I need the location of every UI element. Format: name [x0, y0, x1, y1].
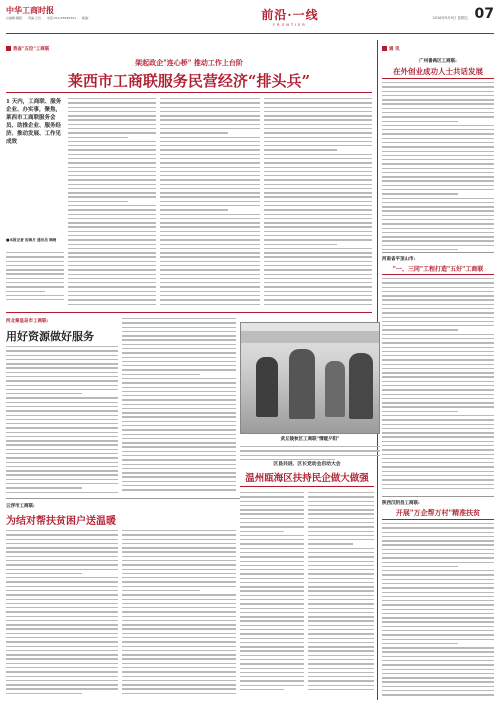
story-kicker: 河南省平顶山市: — [382, 257, 416, 262]
page-number: 07 — [474, 6, 494, 22]
section-tag — [382, 44, 400, 53]
headline-rule — [240, 486, 374, 487]
section-tag-label: 我省"五位"工商联 — [13, 46, 50, 52]
tag-marker-icon — [6, 46, 11, 51]
meta-postcode: 邮编: — [82, 16, 90, 20]
meta-phone: 电话:010-65930321 — [46, 16, 77, 20]
story-kicker: 陕西汉阴县工商联: — [382, 501, 420, 506]
paper-name: 中华工商时报 — [6, 6, 54, 15]
text-column — [6, 530, 118, 700]
headline-rule — [6, 92, 372, 93]
story-headline: 用好资源做好服务 — [6, 330, 94, 343]
story-headline: 温州瓯海区扶持民企做大做强 — [245, 473, 369, 484]
section-rule — [382, 496, 494, 497]
story-kicker: 架起政企"连心桥" 推动工作上台阶 — [135, 58, 243, 67]
photo-caption: 武丘陵秋区工商联"情暖夕阳" — [280, 437, 340, 442]
text-column — [6, 252, 64, 306]
meta-editor: 总编辑:魏昭 — [6, 16, 23, 20]
story-kicker: 区县共进、区长党动会启动大会 — [273, 461, 341, 467]
story-byline: ■本报记者 倪海月 通讯员 韩晓 — [6, 238, 57, 242]
story-headline: 开展"万企帮万村"精准扶贫 — [395, 508, 481, 517]
masthead-meta — [6, 16, 94, 20]
section-name: 前沿·一线 — [261, 8, 319, 22]
text-column — [68, 98, 156, 308]
story-headline: 在外创业成功人士共话发展 — [393, 67, 483, 76]
section-tag — [6, 44, 49, 53]
text-column — [6, 346, 118, 494]
text-column — [122, 318, 236, 494]
text-column — [264, 98, 372, 308]
story-kicker: 云浮市工商联: — [6, 504, 35, 509]
story-headline: 莱西市工商联服务民营经济“排头兵” — [67, 72, 311, 90]
headline-rule — [382, 274, 494, 275]
headline-rule — [382, 519, 494, 520]
story-lead: 1 天内，工商联、服务企业、办实事，聚焦，莱西市工商联服务会员、助推企业、服务经济、推动发展、工作见成效 — [6, 99, 62, 145]
section-subtitle: FRONTIER — [273, 23, 307, 27]
text-column — [382, 82, 494, 250]
story-kicker: 河北秦皇岛市工商联: — [6, 319, 49, 324]
text-column — [240, 492, 304, 700]
text-column — [122, 530, 236, 700]
text-column — [382, 278, 494, 494]
text-column — [382, 523, 494, 701]
headline-rule — [382, 78, 494, 79]
issue-date: 2016年9月9日 星期五 — [432, 16, 468, 20]
tag-marker-icon — [382, 46, 387, 51]
section-tag-label: 通 讯 — [389, 46, 400, 52]
meta-section-editor: 责编:王四 — [27, 16, 41, 20]
story-kicker: 广州番禺区工商联: — [419, 59, 457, 64]
section-rule — [382, 252, 494, 253]
text-column — [160, 98, 260, 308]
story-headline: 为结对帮扶贫困户送温暖 — [6, 516, 116, 527]
story-headline: "一、三同"工程打造"五好"工商联 — [392, 266, 484, 273]
section-rule — [6, 312, 372, 313]
masthead — [6, 4, 494, 34]
news-photo — [240, 322, 380, 434]
section-banner — [246, 6, 334, 27]
section-rule — [6, 498, 240, 499]
text-column — [308, 492, 374, 700]
